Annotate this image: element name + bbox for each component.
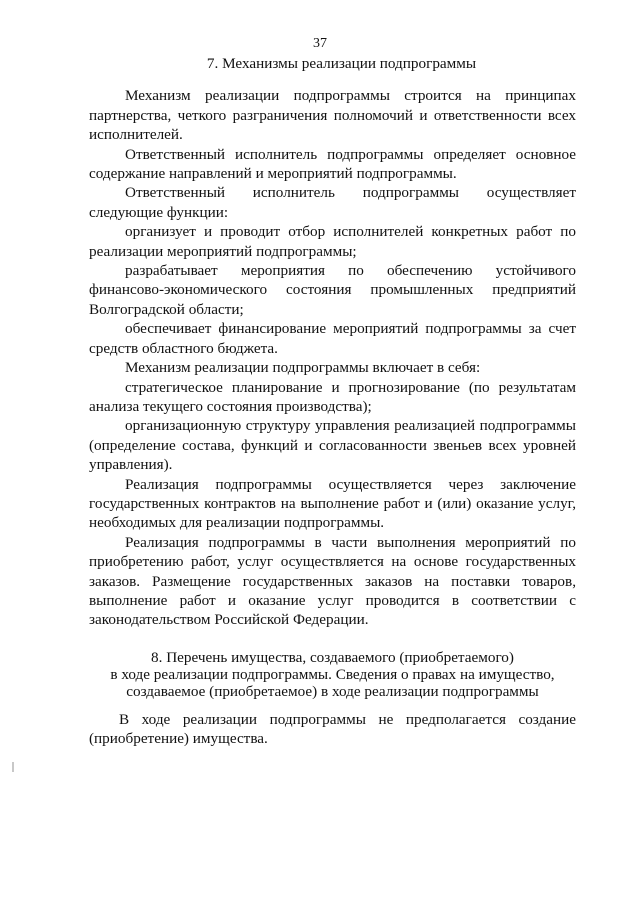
section-8-title-line: в ходе реализации подпрограммы. Сведения о правах на имущество, <box>110 665 555 683</box>
scan-artifact <box>12 762 14 772</box>
page-number: 37 <box>313 36 327 51</box>
section-8-title-line: 8. Перечень имущества, создаваемого (приобретаемого) <box>151 648 514 666</box>
page-content <box>89 54 576 749</box>
section-7-paragraph: Реализация подпрограммы в части выполнения мероприятий по приобретению работ, услуг осуществляется на основе государственных заказов. Размещение государственных заказов на поставки товаров, выполнение работ и оказание услуг проводится в соответствии с законодательством Российской Федерации. <box>89 533 576 629</box>
section-7-paragraph: Механизм реализации подпрограммы строится на принципах партнерства, четкого разграничения полномочий и ответственности всех исполнителей. <box>89 87 576 144</box>
section-8-paragraph: В ходе реализации подпрограммы не предполагается создание (приобретение) имущества. <box>89 710 576 748</box>
section-7-paragraph: Ответственный исполнитель подпрограммы определяет основное содержание направлений и мероприятий подпрограммы. <box>89 145 576 183</box>
section-7-title: 7. Механизмы реализации подпрограммы <box>206 55 477 72</box>
section-7-paragraph: организационную структуру управления реализацией подпрограммы (определение состава, функций и согласованности звеньев всех уровней управления). <box>89 417 576 474</box>
section-7-paragraph: Реализация подпрограммы осуществляется через заключение государственных контрактов на выполнение работ и (или) оказание услуг, необходимых для реализации подпрограммы. <box>89 475 576 532</box>
section-7-paragraph: организует и проводит отбор исполнителей конкретных работ по реализации мероприятий подпрограммы; <box>89 223 576 260</box>
section-7-paragraph: Ответственный исполнитель подпрограммы осуществляет следующие функции: <box>89 184 576 221</box>
section-8-title <box>89 649 576 700</box>
section-7-paragraph: Механизм реализации подпрограммы включает в себя: <box>125 359 481 377</box>
section-7-paragraph: разрабатывает мероприятия по обеспечению устойчивого финансово-экономического состояния промышленных предприятий Волгоградской области; <box>89 262 576 318</box>
section-8-title-line: создаваемое (приобретаемое) в ходе реализации подпрограммы <box>126 682 539 700</box>
section-7-paragraph: стратегическое планирование и прогнозирование (по результатам анализа текущего состояния производства); <box>89 378 576 415</box>
section-7-paragraph: обеспечивает финансирование мероприятий подпрограммы за счет средств областного бюджета. <box>89 320 576 357</box>
